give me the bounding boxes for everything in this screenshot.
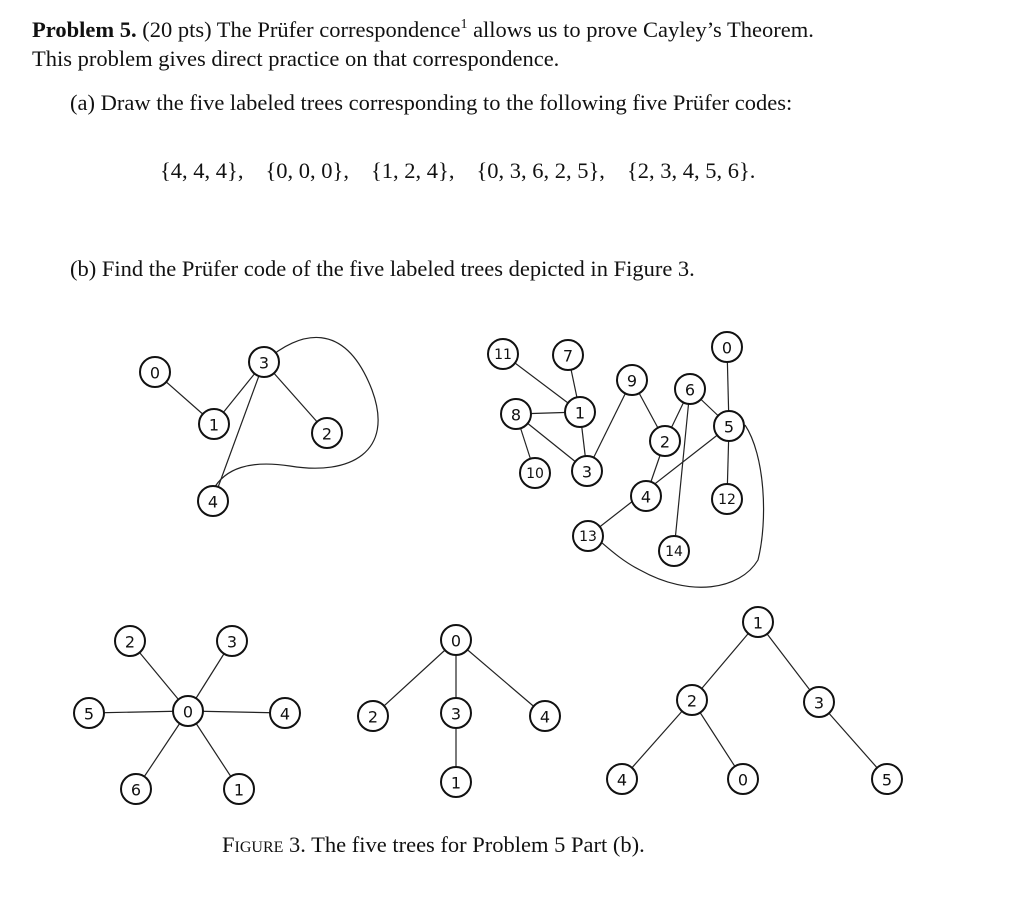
- node-label: 3: [226, 632, 238, 652]
- node-label: 13: [579, 529, 597, 545]
- node-label: 1: [752, 613, 764, 633]
- tree-4-node-3: [441, 698, 471, 728]
- part-a-text: Draw the five labeled trees corresponding to the following five Prüfer codes:: [100, 90, 793, 115]
- tree-1-node-0: [140, 357, 170, 387]
- tree-1-node-2: [312, 418, 342, 448]
- node-label: 4: [539, 707, 551, 727]
- node-label: 5: [881, 770, 893, 790]
- tree-5-node-4: [607, 764, 637, 794]
- node-label: 4: [616, 770, 628, 790]
- node-label: 2: [659, 432, 671, 452]
- caption-label: Figure 3.: [222, 832, 306, 857]
- node-label: 0: [450, 631, 462, 651]
- tree-2-node-5: [714, 411, 744, 441]
- tree-2-node-14: [659, 536, 689, 566]
- node-label: 11: [494, 347, 512, 363]
- node-label: 7: [562, 346, 574, 366]
- node-label: 8: [510, 405, 522, 425]
- node-label: 1: [208, 415, 220, 435]
- node-label: 0: [737, 770, 749, 790]
- tree-2-node-3: [572, 456, 602, 486]
- node-label: 3: [450, 704, 462, 724]
- tree-2-edge: [674, 389, 690, 551]
- tree-1-node-4: [198, 486, 228, 516]
- problem-intro-line2: This problem gives direct practice on that correspondence.: [32, 46, 560, 71]
- part-a-label: (a): [70, 90, 95, 115]
- node-label: 5: [723, 417, 735, 437]
- node-label: 14: [665, 544, 683, 560]
- node-label: 0: [721, 338, 733, 358]
- node-label: 9: [626, 371, 638, 391]
- node-label: 1: [233, 780, 245, 800]
- tree-2-node-7: [553, 340, 583, 370]
- tree-2-node-9: [617, 365, 647, 395]
- tree-5-node-1: [743, 607, 773, 637]
- problem-label: Problem 5.: [32, 17, 137, 42]
- node-label: 4: [279, 704, 291, 724]
- tree-2-node-2: [650, 426, 680, 456]
- node-label: 2: [367, 707, 379, 727]
- prufer-code: {0, 3, 6, 2, 5},: [476, 158, 605, 183]
- node-label: 3: [813, 693, 825, 713]
- tree-3-node-0: [173, 696, 203, 726]
- prufer-code: {2, 3, 4, 5, 6}.: [626, 158, 756, 183]
- tree-5-node-2: [677, 685, 707, 715]
- problem-points: (20 pts): [142, 17, 212, 42]
- problem-intro-b: allows us to prove Cayley’s Theorem.: [473, 17, 814, 42]
- node-label: 1: [574, 403, 586, 423]
- tree-3-node-4: [270, 698, 300, 728]
- node-label: 2: [321, 424, 333, 444]
- node-label: 0: [149, 363, 161, 383]
- node-label: 3: [258, 353, 270, 373]
- tree-4-node-1: [441, 767, 471, 797]
- node-label: 2: [686, 691, 698, 711]
- node-label: 12: [718, 492, 736, 508]
- prufer-code: {1, 2, 4},: [370, 158, 455, 183]
- nodes-layer: [74, 332, 902, 804]
- tree-2-node-8: [501, 399, 531, 429]
- tree-2-node-6: [675, 374, 705, 404]
- tree-3-node-1: [224, 774, 254, 804]
- tree-1-node-3: [249, 347, 279, 377]
- tree-2-node-1: [565, 397, 595, 427]
- node-label: 0: [182, 702, 194, 722]
- part-b-label: (b): [70, 256, 97, 281]
- node-label: 5: [83, 704, 95, 724]
- prufer-code: {4, 4, 4},: [160, 158, 244, 183]
- tree-3-node-6: [121, 774, 151, 804]
- figure-caption: [222, 834, 645, 857]
- node-label: 1: [450, 773, 462, 793]
- node-label: 10: [526, 466, 544, 482]
- node-label: 4: [207, 492, 219, 512]
- tree-5-node-5: [872, 764, 902, 794]
- node-label: 2: [124, 632, 136, 652]
- footnote-mark: 1: [460, 17, 468, 32]
- node-label: 6: [684, 380, 696, 400]
- prufer-code: {0, 0, 0},: [265, 158, 349, 183]
- tree-4-node-2: [358, 701, 388, 731]
- tree-2-node-13: [573, 521, 603, 551]
- tree-1-node-1: [199, 409, 229, 439]
- tree-3-node-3: [217, 626, 247, 656]
- tree-1-curved-edge: [213, 337, 378, 490]
- tree-4-node-4: [530, 701, 560, 731]
- caption-text: The five trees for Problem 5 Part (b).: [311, 832, 645, 857]
- tree-5-node-0: [728, 764, 758, 794]
- node-label: 4: [640, 487, 652, 507]
- tree-2-node-11: [488, 339, 518, 369]
- problem-intro-a: The Prüfer correspondence: [216, 17, 461, 42]
- node-label: 6: [130, 780, 142, 800]
- tree-2-node-10: [520, 458, 550, 488]
- tree-3-node-5: [74, 698, 104, 728]
- tree-2-node-0: [712, 332, 742, 362]
- part-b-text: Find the Prüfer code of the five labeled trees depicted in Figure 3.: [101, 256, 695, 281]
- tree-2-node-4: [631, 481, 661, 511]
- tree-3-node-2: [115, 626, 145, 656]
- tree-4-node-0: [441, 625, 471, 655]
- tree-2-node-12: [712, 484, 742, 514]
- node-label: 3: [581, 462, 593, 482]
- tree-5-node-3: [804, 687, 834, 717]
